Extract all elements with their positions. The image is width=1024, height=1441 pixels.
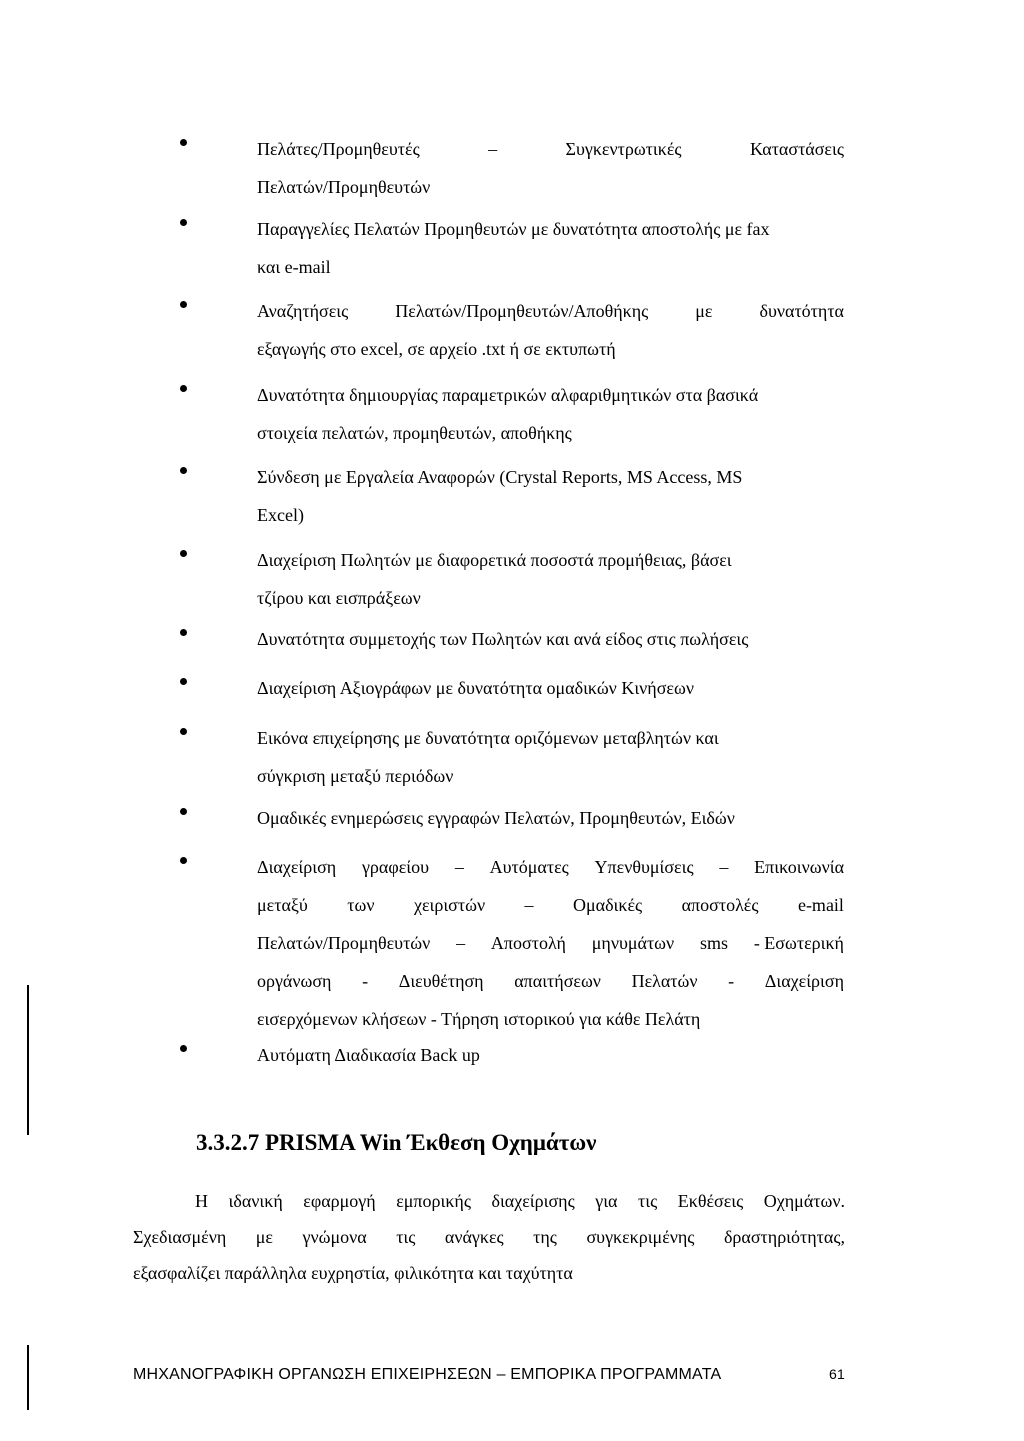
bullet-word: με bbox=[695, 301, 713, 321]
bullet-item bbox=[180, 719, 844, 795]
bullet-word: μεταξύ bbox=[257, 895, 308, 915]
paragraph-word: ιδανική bbox=[228, 1191, 283, 1211]
bullet-word: Αυτόματες bbox=[489, 857, 569, 877]
bullet-word: Πελάτες/Προμηθευτές bbox=[257, 139, 420, 159]
paragraph-word: εμπορικής bbox=[396, 1191, 471, 1211]
bullet-dot-icon bbox=[180, 467, 187, 474]
bullet-item bbox=[180, 210, 844, 286]
paragraph-word: για bbox=[595, 1191, 618, 1211]
bullet-line bbox=[257, 1036, 844, 1074]
bullet-word: στοιχεία πελατών, προμηθευτών, αποθήκης bbox=[257, 423, 572, 443]
bullet-item bbox=[180, 669, 844, 707]
bullet-word: Ομαδικές bbox=[573, 895, 643, 915]
bullet-text bbox=[257, 210, 844, 286]
bullet-word: μηνυμάτων bbox=[591, 933, 675, 953]
bullet-item bbox=[180, 292, 844, 368]
bullet-line bbox=[257, 620, 844, 658]
bullet-item bbox=[180, 458, 844, 534]
bullet-item bbox=[180, 376, 844, 452]
bullet-item bbox=[180, 541, 844, 617]
paragraph-word: γνώμονα bbox=[302, 1227, 367, 1247]
bullet-word: δυνατότητα bbox=[759, 301, 844, 321]
bullet-line bbox=[257, 414, 844, 452]
bullet-word: Επικοινωνία bbox=[754, 857, 844, 877]
bullet-word: χειριστών bbox=[413, 895, 486, 915]
bullet-item bbox=[180, 799, 844, 837]
bullet-dot-icon bbox=[180, 1045, 187, 1052]
bullet-word: – bbox=[524, 895, 534, 915]
bullet-word: Δυνατότητα δημιουργίας παραμετρικών αλφαριθμητικών στα βασικά bbox=[257, 385, 759, 405]
bullet-line bbox=[257, 924, 844, 962]
paragraph-word: Εκθέσεις bbox=[677, 1191, 744, 1211]
page-footer bbox=[133, 1366, 845, 1384]
bullet-line bbox=[257, 719, 844, 757]
bullet-word: - bbox=[728, 971, 735, 991]
bullet-line bbox=[257, 1000, 844, 1038]
bullet-line bbox=[257, 496, 844, 534]
paragraph-word: εφαρμογή bbox=[303, 1191, 376, 1211]
section-heading: 3.3.2.7 PRISMA Win Έκθεση Οχημάτων bbox=[196, 1130, 597, 1155]
bullet-word: αποστολές bbox=[681, 895, 759, 915]
bullet-word: – bbox=[488, 139, 498, 159]
bullet-word: Σύνδεση με Εργαλεία Αναφορών (Crystal Reports, MS Access, MS bbox=[257, 467, 743, 487]
bullet-text bbox=[257, 541, 844, 617]
bullet-word: - Εσωτερική bbox=[753, 933, 844, 953]
bullet-item bbox=[180, 1036, 844, 1074]
paragraph-word: εξασφαλίζει παράλληλα ευχρηστία, φιλικότητα και ταχύτητα bbox=[133, 1263, 573, 1283]
bullet-word: sms bbox=[699, 933, 728, 953]
bullet-word: Ομαδικές ενημερώσεις εγγραφών Πελατών, Προμηθευτών, Ειδών bbox=[257, 808, 735, 828]
bullet-word: Αποστολή bbox=[490, 933, 566, 953]
bullet-word: Υπενθυμίσεις bbox=[594, 857, 694, 877]
bullet-word: Διαχείριση Αξιογράφων με δυνατότητα ομαδικών Κινήσεων bbox=[257, 678, 694, 698]
bullet-word: Excel) bbox=[257, 505, 304, 525]
bullet-dot-icon bbox=[180, 139, 187, 146]
bullet-word: - bbox=[362, 971, 369, 991]
bullet-item bbox=[180, 620, 844, 658]
bullet-word: εισερχόμενων κλήσεων - Τήρηση ιστορικού για κάθε Πελάτη bbox=[257, 1009, 701, 1029]
bullet-word: e-mail bbox=[797, 895, 844, 915]
bullet-word: Παραγγελίες Πελατών Προμηθευτών με δυνατότητα αποστολής με fax bbox=[257, 219, 770, 239]
paragraph-word: ανάγκες bbox=[444, 1227, 504, 1247]
bullet-item bbox=[180, 130, 844, 206]
bullet-line bbox=[257, 168, 844, 206]
bullet-line bbox=[257, 962, 844, 1000]
bullet-dot-icon bbox=[180, 678, 187, 685]
bullet-line bbox=[257, 848, 844, 886]
bullet-text bbox=[257, 719, 844, 795]
bullet-dot-icon bbox=[180, 385, 187, 392]
bullet-line bbox=[257, 541, 844, 579]
bullet-word: σύγκριση μεταξύ περιόδων bbox=[257, 766, 454, 786]
page-number: 61 bbox=[829, 1366, 845, 1382]
paragraph-word: με bbox=[255, 1227, 273, 1247]
bullet-word: Πελατών/Προμηθευτών bbox=[257, 933, 431, 953]
bullet-item bbox=[180, 848, 844, 1038]
paragraph-word: της bbox=[533, 1227, 557, 1247]
left-margin-rule-lower bbox=[27, 1345, 29, 1410]
bullet-word: Διαχείριση Πωλητών με διαφορετικά ποσοστά προμήθειας, βάσει bbox=[257, 550, 732, 570]
paragraph-word: δραστηριότητας, bbox=[723, 1227, 845, 1247]
bullet-word: – bbox=[719, 857, 729, 877]
paragraph-word: διαχείρισης bbox=[491, 1191, 575, 1211]
paragraph-line bbox=[133, 1219, 845, 1255]
bullet-line bbox=[257, 757, 844, 795]
bullet-line bbox=[257, 330, 844, 368]
bullet-dot-icon bbox=[180, 808, 187, 815]
bullet-word: Δυνατότητα συμμετοχής των Πωλητών και ανά είδος στις πωλήσεις bbox=[257, 629, 749, 649]
bullet-line bbox=[257, 669, 844, 707]
bullet-line bbox=[257, 248, 844, 286]
bullet-word: και e-mail bbox=[257, 257, 331, 277]
bullet-line bbox=[257, 376, 844, 414]
paragraph-word: Οχημάτων. bbox=[763, 1191, 845, 1211]
bullet-word: Συγκεντρωτικές bbox=[565, 139, 682, 159]
bullet-dot-icon bbox=[180, 301, 187, 308]
bullet-dot-icon bbox=[180, 629, 187, 636]
bullet-text bbox=[257, 458, 844, 534]
bullet-word: τζίρου και εισπράξεων bbox=[257, 588, 421, 608]
bullet-word: γραφείου bbox=[361, 857, 430, 877]
bullet-text bbox=[257, 130, 844, 206]
bullet-line bbox=[257, 458, 844, 496]
bullet-dot-icon bbox=[180, 857, 187, 864]
bullet-line bbox=[257, 292, 844, 330]
paragraph-word: τις bbox=[396, 1227, 416, 1247]
bullet-word: Πελατών bbox=[631, 971, 698, 991]
bullet-line bbox=[257, 579, 844, 617]
bullet-dot-icon bbox=[180, 550, 187, 557]
bullet-word: Καταστάσεις bbox=[749, 139, 844, 159]
bullet-word: – bbox=[456, 933, 466, 953]
bullet-word: οργάνωση bbox=[257, 971, 332, 991]
bullet-word: απαιτήσεων bbox=[514, 971, 601, 991]
bullet-text bbox=[257, 669, 844, 707]
bullet-text bbox=[257, 376, 844, 452]
paragraph-word: Σχεδιασμένη bbox=[133, 1227, 227, 1247]
footer-title: ΜΗΧΑΝΟΓΡΑΦΙΚΗ ΟΡΓΑΝΩΣΗ ΕΠΙΧΕΙΡΗΣΕΩΝ – ΕΜΠΟΡΙΚΑ ΠΡΟΓΡΑΜΜΑΤΑ bbox=[133, 1366, 722, 1383]
paragraph-line bbox=[133, 1255, 845, 1291]
bullet-word: των bbox=[347, 895, 375, 915]
section-paragraph bbox=[133, 1183, 845, 1291]
paragraph-word: συγκεκριμένης bbox=[586, 1227, 695, 1247]
bullet-word: εξαγωγής στο excel, σε αρχείο .txt ή σε εκτυπωτή bbox=[257, 339, 616, 359]
bullet-dot-icon bbox=[180, 219, 187, 226]
bullet-word: Διαχείριση bbox=[257, 857, 337, 877]
paragraph-word: Η bbox=[195, 1191, 208, 1211]
bullet-word: Πελατών/Προμηθευτών/Αποθήκης bbox=[395, 301, 649, 321]
bullet-word: Αυτόματη Διαδικασία Back up bbox=[257, 1045, 480, 1065]
bullet-line bbox=[257, 886, 844, 924]
bullet-word: Αναζητήσεις bbox=[257, 301, 349, 321]
bullet-word: Διευθέτηση bbox=[398, 971, 484, 991]
bullet-text bbox=[257, 1036, 844, 1074]
bullet-dot-icon bbox=[180, 728, 187, 735]
bullet-text bbox=[257, 292, 844, 368]
bullet-word: – bbox=[454, 857, 464, 877]
bullet-line bbox=[257, 210, 844, 248]
bullet-line bbox=[257, 130, 844, 168]
bullet-line bbox=[257, 799, 844, 837]
bullet-word: Πελατών/Προμηθευτών bbox=[257, 177, 431, 197]
bullet-text bbox=[257, 799, 844, 837]
paragraph-line bbox=[195, 1183, 845, 1219]
bullet-text bbox=[257, 620, 844, 658]
paragraph-word: τις bbox=[638, 1191, 658, 1211]
bullet-word: Διαχείριση bbox=[764, 971, 844, 991]
bullet-word: Εικόνα επιχείρησης με δυνατότητα οριζόμενων μεταβλητών και bbox=[257, 728, 719, 748]
bullet-text bbox=[257, 848, 844, 1038]
